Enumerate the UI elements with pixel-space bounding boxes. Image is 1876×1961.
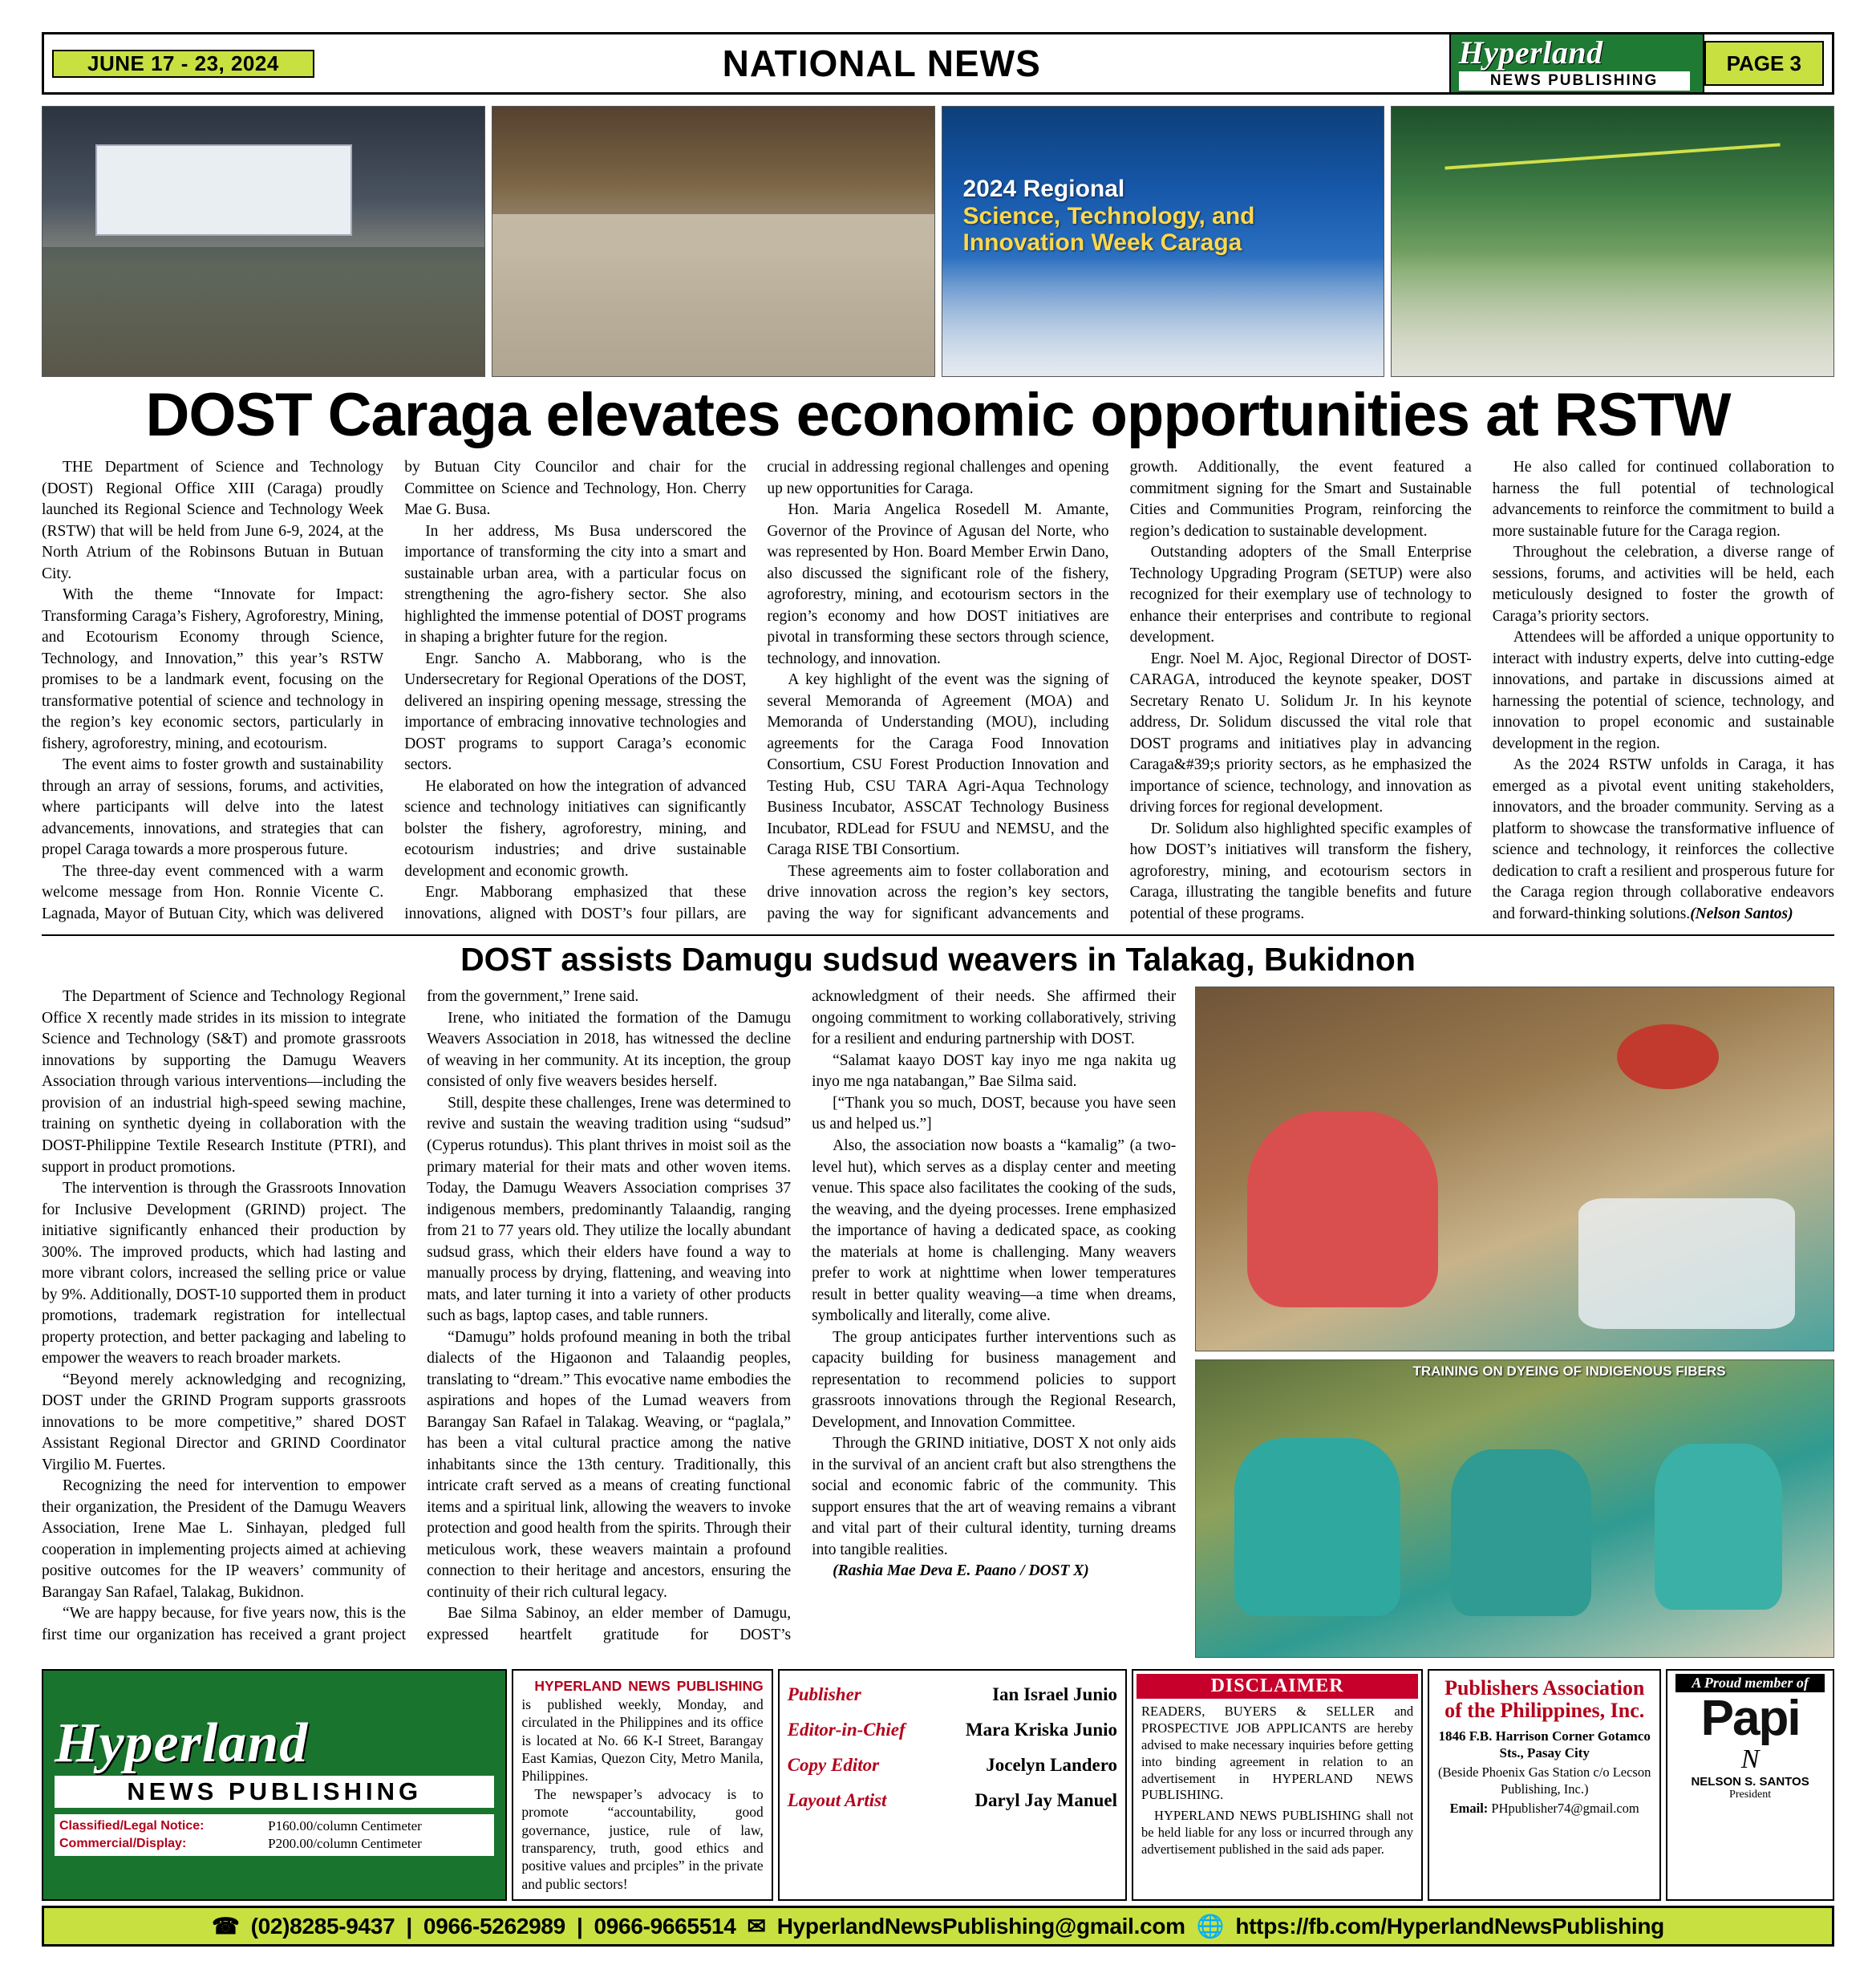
article-2-paragraph: Still, despite these challenges, Irene was determined to revive and sustain the weaving tradition using “sudsud” (Cyperus rotundus). This plant thrives in moist soil as the primary material for their mats and other woven items. Today, the Damugu Weavers Association comprises 37 indigenous members, predominantly Talaandig, ranging from 21 to 77 years old. They utilize the locally abundant sudsud grass, which their elders have found a way to manually process by drying, flattening, and weaving into mats, and later turning it into a variety of other products such as bags, laptop cases, and table runners. (427, 1094, 792, 1325)
dyeing-training-caption: TRAINING ON DYEING OF INDIGENOUS FIBERS (1412, 1363, 1726, 1380)
papi-address: 1846 F.B. Harrison Corner Gotamco Sts., Pasay City (1438, 1728, 1651, 1760)
rate-value-classified: P160.00/column Centimeter (268, 1817, 422, 1833)
papi-logo-text: Papi (1700, 1691, 1800, 1747)
staff-role-publisher: Publisher (787, 1684, 861, 1705)
article-2-body (42, 987, 1176, 1658)
ribbon-cutting-photo (1391, 106, 1834, 377)
papi-logo (1675, 1691, 1825, 1747)
papi-block (1428, 1669, 1661, 1901)
member-name: NELSON S. SANTOS (1691, 1775, 1809, 1789)
banner-line-1: 2024 Regional (962, 176, 1125, 202)
page-number: PAGE 3 (1704, 41, 1824, 86)
contact-phone-3[interactable]: 0966-9665514 (594, 1913, 736, 1939)
article-1-paragraph: The three-day event commenced with a warm welcome message from Hon. Ronnie Vicente C. Lagnada, Mayor of Butuan City, which was delivered by Butuan City Councilor and chair for the Committee on Science and Technology, Hon. Cherry Mae G. Busa. (42, 459, 747, 922)
article-2-paragraph: The group anticipates further interventions such as capacity building for business management and representation to recommend policies to support grassroots innovations through the Regional Research, Development, and Innovation Committee. (812, 1328, 1177, 1431)
about-p1: is published weekly, Monday, and circulated in the Philippines and its office is located at No. 66 K-I Street, Barangay East Kamias, Quezon City, Metro Manila, Philippines. (521, 1696, 764, 1785)
article-1-paragraph: A key highlight of the event was the signing of several Memoranda of Agreement (MOA) and Memoranda of Understanding (MOU), including agreements for the Caraga Food Innovation Consortium, CSU Forest Production Innovation and Testing Hub, CSU TARA Agri-Aqua Technology Business Incubator, ASSCAT Technology Business Incubator, RDLead for FSUU and NEMSU, and the Caraga RISE TBI Consortium. (767, 671, 1109, 859)
masthead-logo-sub: NEWS PUBLISHING (1459, 71, 1690, 91)
about-text (521, 1677, 763, 1785)
article-2-section (42, 987, 1834, 1658)
article-2-paragraph: The Department of Science and Technology Regional Office X recently made strides in its mission to integrate Science and Technology (S&T) and promote grassroots innovations by supporting the Damugu Weavers Association through various interventions—including the provision of an industrial high-speed sewing machine, training on synthetic dyeing in collaboration with the DOST-Philippine Textile Research Institute (PTRI), and support in product promotions. (42, 988, 407, 1176)
article-1-paragraph: Attendees will be afforded a unique opportunity to interact with industry experts, delve into cutting-edge innovations, and partake in discussions aimed at harnessing the potential of science, technology, and innovation to propel economic and sustainable development in the region. (1492, 629, 1834, 752)
ad-rates (55, 1814, 494, 1856)
article-2-paragraph: Also, the association now boasts a “kamalig” (a two-level hut), which serves as a display center and meeting venue. This space also facilitates the cooking of the suds, the weaving, and the dyeing processes. Irene emphasized the importance of having a dedicated space, as cooking the materials at home is challenging. Many weavers prefer to work at nighttime when lower temperatures result in better quality weaving—a time when dreams, symbolically and literally, come alive. (812, 1137, 1177, 1325)
globe-icon: 🌐 (1196, 1914, 1225, 1939)
proud-member-tag: A Proud member of (1675, 1674, 1825, 1692)
rate-label-classified: Classified/Legal Notice: (59, 1818, 205, 1833)
phone-icon: ☎ (212, 1914, 240, 1939)
footer (42, 1669, 1834, 1901)
contact-email[interactable]: HyperlandNewsPublishing@gmail.com (776, 1913, 1185, 1939)
footer-logo-block (42, 1669, 507, 1901)
rstw-banner-stage-photo (942, 106, 1385, 377)
divider: | (576, 1913, 583, 1939)
article-1-paragraph: Hon. Maria Angelica Rosedell M. Amante, Governor of the Province of Agusan del Norte, who was represented by Hon. Board Member Erwin Dano, also discussed the significant role of the fishery, agroforestry, mining, and ecotourism sectors in the region’s economy and how DOST initiatives are pivotal in transforming these sectors through science, technology, and innovation. (767, 501, 1109, 667)
signature: N (1740, 1744, 1760, 1775)
envelope-icon: ✉ (747, 1914, 766, 1939)
contact-website[interactable]: https://fb.com/HyperlandNewsPublishing (1235, 1913, 1664, 1939)
article-1-headline: DOST Caraga elevates economic opportunities at RSTW (145, 381, 1731, 449)
audience-presentation-photo (42, 106, 485, 377)
masthead-logo-name: Hyperland (1458, 34, 1603, 71)
disclaimer-p1: READERS, BUYERS & SELLER and PROSPECTIVE JOB APPLICANTS are hereby advised to make necessary inquiries before getting into binding agreement in relation to an advertisement in HYPERLAND NEWS PUBLISHING. (1141, 1704, 1414, 1803)
footer-logo-sub: NEWS PUBLISHING (55, 1776, 494, 1808)
article-2-photos (1195, 987, 1834, 1658)
article-1-paragraph: Dr. Solidum also highlighted specific examples of how DOST’s initiatives will transform the fishery, agroforestry, mining, and ecotourism sectors in Caraga, illustrating the tangible benefits and future potential of these programs. (1129, 820, 1472, 922)
seated-officials-photo (492, 106, 935, 377)
article-2-paragraph: “Damugu” holds profound meaning in both the tribal dialects of the Higaonon and Talaandig peoples, translating to “dream.” This evocative name embodies the aspirations and hopes of the Lumad weavers from Barangay San Rafael in Talakag. Weaving, or “paglala,” has been a vital cultural practice among the native inhabitants since the 13th century. Traditionally, this intricate craft served as a means of creating functional items and a spiritual link, allowing the weavers to invoke protection and good health from the spirits. Through their meticulous work, these weavers maintain a profound connection to their heritage and ancestors, ensuring the continuity of their rich cultural legacy. (427, 1328, 792, 1601)
article-1-body (42, 457, 1834, 925)
article-1-paragraph-last (1493, 755, 1834, 925)
masthead-logo (1449, 34, 1704, 92)
staff-role-editor-in-chief: Editor-in-Chief (787, 1720, 906, 1740)
staff-role-copy-editor: Copy Editor (787, 1755, 880, 1776)
article-2-paragraph: “Beyond merely acknowledging and recognizing, DOST under the GRIND Program supports grassroots innovations to be more competitive,” shared DOST Assistant Regional Director and GRIND Coordinator Virgilio M. Fuertes. (42, 1371, 407, 1473)
article-1-byline: (Nelson Santos) (1690, 905, 1793, 922)
article-2-headline: DOST assists Damugu sudsud weavers in Talakag, Bukidnon (42, 934, 1834, 977)
staff-name-editor-in-chief: Mara Kriska Junio (965, 1720, 1118, 1740)
article-1-paragraph: Engr. Noel M. Ajoc, Regional Director of DOST-CARAGA, introduced the keynote speaker, DOST Secretary Renato U. Solidum Jr. In his keynote address, Dr. Solidum discussed the vital role that DOST programs and initiatives play in advancing Caraga&#39;s priority sectors, as he emphasized the importance of science, technology, and innovation as driving forces for regional development. (1129, 650, 1472, 816)
disclaimer-block (1132, 1669, 1423, 1901)
article-1-paragraph: Outstanding adopters of the Small Enterprise Technology Upgrading Program (SETUP) were also recognized for their exemplary use of technology to enhance their enterprises and contribute to regional development. (1129, 544, 1472, 646)
staff-role-layout-artist: Layout Artist (787, 1790, 887, 1811)
rate-value-commercial: P200.00/column Centimeter (268, 1835, 422, 1851)
divider: | (406, 1913, 412, 1939)
article-2-paragraph: The intervention is through the Grassroots Innovation for Inclusive Development (GRIND) project. The initiative significantly enhanced their production by 300%. The improved products, which had lasting and more vibrant colors, increased the selling price or value by 9%. Additionally, DOST-10 supported them in product promotions, trademark registration for intellectual property protection, and better packaging and labeling to empower the weavers to reach broader markets. (42, 1180, 407, 1367)
disclaimer-title: DISCLAIMER (1137, 1674, 1418, 1699)
contact-bar (42, 1906, 1834, 1947)
contact-phone-1[interactable]: (02)8285-9437 (250, 1913, 395, 1939)
papi-email-row (1437, 1801, 1651, 1817)
article-1-paragraph: With the theme “Innovate for Impact: Transforming Caraga’s Fishery, Agroforestry, Mining, and Ecotourism Economy through Science, Technology, and Innovation,” this year’s RSTW promises to be a landmark event, focusing on the transformative potential of science and technology in the region’s key economic sectors, particularly in fishery, agroforestry, mining, and ecotourism. (42, 586, 384, 752)
staff-block (778, 1669, 1127, 1901)
article-1-paragraph: Engr. Mabborang emphasized that these innovations, aligned with DOST’s four pillars, are crucial in addressing regional challenges and opening up new opportunities for Caraga. (404, 459, 1109, 922)
member-title: President (1729, 1789, 1772, 1801)
article-2-paragraph: Recognizing the need for intervention to empower their organization, the President of the Damugu Weavers Association, Irene Mae L. Sinhayan, pledged full cooperation in implementing projects aimed at achieving positive outcomes for the IP weavers’ community of Barangay San Rafael, Talakag, Bukidnon. (42, 1477, 407, 1601)
article-2-paragraph: Through the GRIND initiative, DOST X not only aids in the survival of an ancient craft but also strengthens the social and economic fabric of the community. This support ensures that the art of weaving remains a vibrant and vital part of their cultural identity, turning dreams into tangible realities. (812, 1435, 1177, 1558)
rate-label-commercial: Commercial/Display: (59, 1836, 187, 1850)
staff-name-layout-artist: Daryl Jay Manuel (974, 1790, 1118, 1811)
papi-title: Publishers Association of the Philippines, Inc. (1444, 1676, 1645, 1723)
article-1-paragraph: Throughout the celebration, a diverse range of sessions, forums, and activities will be held, each meticulously designed to foster the growth of Caraga’s priority sectors. (1492, 544, 1834, 625)
dyeing-training-photo (1195, 1359, 1834, 1658)
contact-phone-2[interactable]: 0966-5262989 (423, 1913, 565, 1939)
article-2-paragraph: “Salamat kaayo DOST kay inyo me nga nakita ug inyo me nga natabangan,” Bae Silma said. (812, 1051, 1177, 1091)
papi-email[interactable]: PHpublisher74@gmail.com (1491, 1801, 1639, 1817)
article-2-paragraph: [“Thank you so much, DOST, because you have seen us and helped us.”] (812, 1094, 1177, 1133)
article-1-paragraph: These agreements aim to foster collaboration and drive innovation across the region’s key sectors, paving the way for significant advancements and growth. Additionally, the event featured a commitment signing for the Smart and Sustainable Cities and Communities Program, reinforcing the region’s dedication to sustainable development. (767, 459, 1472, 922)
article-1-paragraph: He also called for continued collaboration to harness the full potential of technological advancements to reinforce the commitment to build a more sustainable future for the Caraga region. (1492, 459, 1834, 540)
banner-line-3: Innovation Week Caraga (962, 229, 1242, 257)
article-1-paragraph: The event aims to foster growth and sustainability through an array of sessions, forums, and activities, where participants will delve into the latest advancements, innovations, and strategies that can propel Caraga towards a more prosperous future. (42, 756, 384, 859)
article-2-paragraph: Bae Silma Sabinoy, an elder member of Damugu, expressed heartfelt gratitude for DOST’s acknowledgment of their needs. She affirmed their ongoing commitment to working collaboratively, striving for a resilient and enduring partnership with DOST. (427, 988, 1177, 1643)
article-1-paragraph: He elaborated on how the integration of advanced science and technology initiatives can significantly bolster the fishery, agroforestry, mining, and ecotourism industries; and drive sustainable development and economic growth. (404, 777, 747, 880)
about-title: HYPERLAND NEWS PUBLISHING (534, 1678, 764, 1695)
article-2-paragraph: Irene, who initiated the formation of the Damugu Weavers Association in 2018, has witnessed the decline of weaving in her community. At its inception, the group consisted of only five weavers besides herself. (427, 1009, 792, 1091)
papi-note: (Beside Phoenix Gas Station c/o Lecson Publishing, Inc.) (1438, 1764, 1651, 1797)
papi-email-label: Email: (1449, 1801, 1489, 1817)
banner-line-2: Science, Technology, and (962, 202, 1255, 229)
about-p2: The newspaper’s advocacy is to promote “accountability, good governance, justice, rule of law, transparency, truth, good ethics and positive values and prciples” in the private and public sectors! (521, 1785, 764, 1892)
article-1-paragraph: In her address, Ms Busa underscored the importance of transforming the city into a smart and sustainable urban area, with a particular focus on strengthening the agro-fishery sector. She also highlighted the immense potential of DOST programs in shaping a brighter future for the region. (404, 522, 747, 646)
issue-date-wrap (44, 34, 314, 92)
section-title: NATIONAL NEWS (722, 43, 1041, 84)
article-2-paragraph: “We are happy because, for five years now, this is the first time our organization has received a grant project from the government,” Irene said. (42, 988, 639, 1643)
photo-strip (42, 106, 1834, 377)
article-1-paragraph: Engr. Sancho A. Mabborang, who is the Undersecretary for Regional Operations of the DOST, delivered an inspiring opening message, stressing the importance of embracing innovative technologies and DOST programs to support Caraga’s economic sectors. (404, 650, 747, 774)
article-1-paragraph: THE Department of Science and Technology (DOST) Regional Office XIII (Caraga) proudly launched its Regional Science and Technology Week (RSTW) that will be held from June 6-9, 2024, at the North Atrium of the Robinsons Butuan in Butuan City. (42, 459, 384, 582)
papi-member-block (1666, 1669, 1834, 1901)
issue-date: JUNE 17 - 23, 2024 (52, 50, 314, 78)
staff-name-publisher: Ian Israel Junio (992, 1684, 1118, 1705)
staff-name-copy-editor: Jocelyn Landero (986, 1755, 1118, 1776)
masthead (42, 32, 1834, 95)
weaver-sewing-machine-photo (1195, 987, 1834, 1351)
disclaimer-p2: HYPERLAND NEWS PUBLISHING shall not be held liable for any loss or incurred through any advertisement published in the said ads paper. (1141, 1808, 1414, 1857)
footer-logo-name: Hyperland (55, 1712, 309, 1775)
article-1-paragraph-text: As the 2024 RSTW unfolds in Caraga, it has emerged as a pivotal event uniting stakeholders, innovators, and the broader community. Serving as a platform to showcase the transformative influence of science and technology, it reinforces the collective dedication to craft a resilient and prosperous future for the Caraga region through collaborative endeavors and forward-thinking solutions. (1492, 756, 1834, 922)
article-2-byline: (Rashia Mae Deva E. Paano / DOST X) (833, 1562, 1089, 1580)
about-block (512, 1669, 772, 1901)
